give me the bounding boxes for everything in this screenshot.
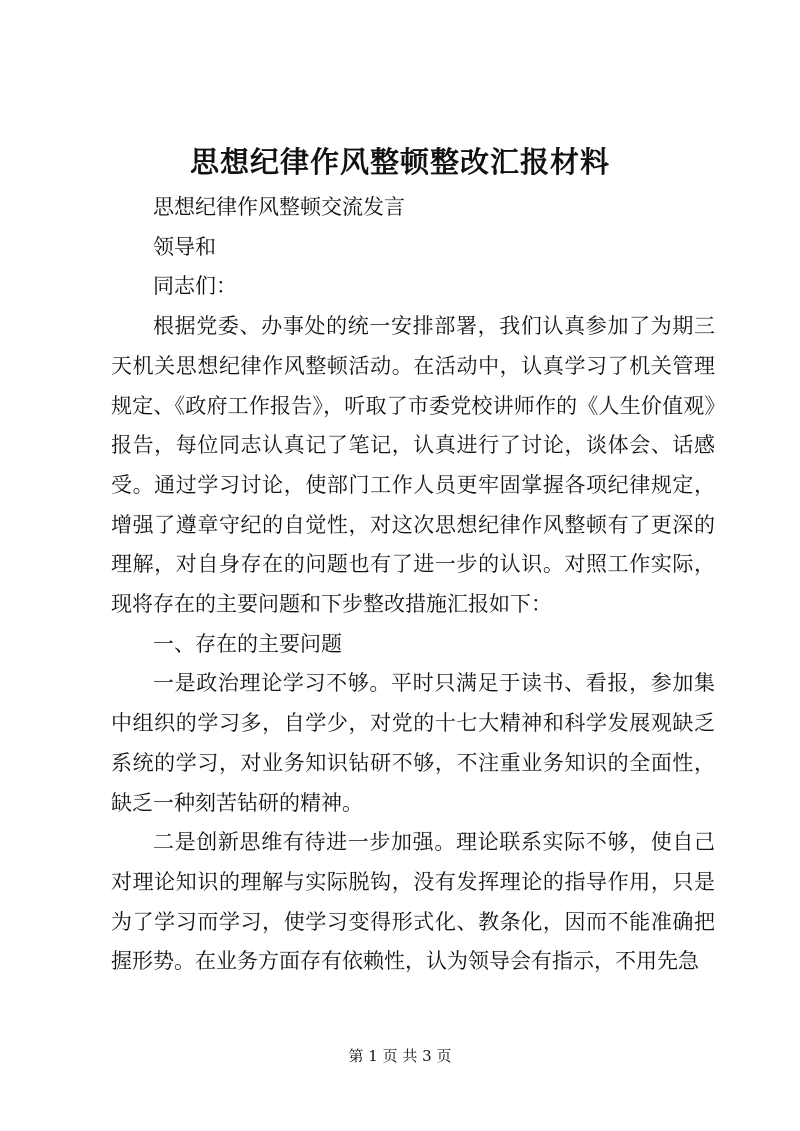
paragraph-subtitle: 思想纪律作风整顿交流发言 bbox=[153, 195, 405, 219]
document-body bbox=[111, 188, 715, 982]
paragraph-intro: 根据党委、办事处的统一安排部署，我们认真参加了为期三天机关思想纪律作风整顿活动。在活动中，认真学习了机关管理规定、《政府工作报告》，听取了市委党校讲师作的《人生价值观》报告，每位同志认真记了笔记，认真进行了讨论，谈体会、话感受。通过学习讨论，使部门工作人员更牢固掌握各项纪律规定，增强了遵章守纪的自觉性，对这次思想纪律作风整顿有了更深的理解，对自身存在的问题也有了进一步的认识。对照工作实际，现将存在的主要问题和下步整改措施汇报如下： bbox=[111, 314, 715, 617]
paragraph-issue-1: 一是政治理论学习不够。平时只满足于读书、看报，参加集中组织的学习多，自学少，对党的十七大精神和科学发展观缺乏系统的学习，对业务知识钻研不够，不注重业务知识的全面性，缺乏一种刻苦钻研的精神。 bbox=[111, 671, 715, 815]
section-heading: 一、存在的主要问题 bbox=[153, 631, 342, 656]
paragraph-issue-2: 二是创新思维有待进一步加强。理论联系实际不够，使自己对理论知识的理解与实际脱钩，没有发挥理论的指导作用，只是为了学习而学习，使学习变得形式化、教条化，因而不能准确把握形势。在业务方面存有依赖性，认为领导会有指示，不用先急 bbox=[111, 830, 715, 974]
paragraph-salutation-2: 同志们： bbox=[153, 274, 237, 299]
document-title: 思想纪律作风整顿整改汇报材料 bbox=[189, 145, 610, 179]
page-footer: 第 1 页 共 3 页 bbox=[348, 1047, 452, 1065]
paragraph-salutation-1: 领导和 bbox=[153, 234, 216, 259]
